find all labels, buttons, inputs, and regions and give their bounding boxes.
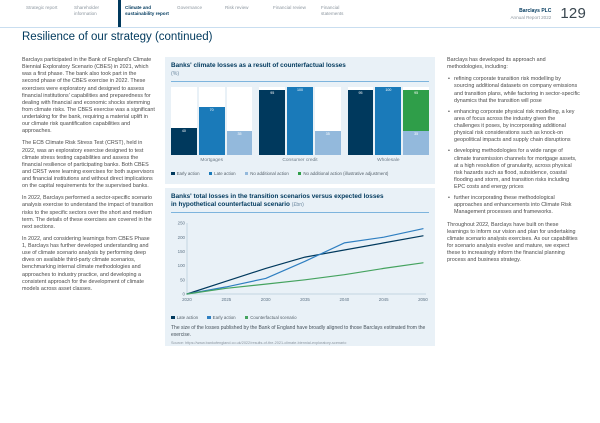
brand-block [510, 8, 551, 20]
bar-chart-panel [165, 57, 435, 184]
y-axis-tick-label: 100 [177, 263, 185, 269]
bar-segment [171, 128, 197, 155]
y-axis-tick-label: 0 [182, 291, 185, 297]
bar-segment [403, 131, 429, 155]
bar-value-label: 95 [414, 91, 419, 96]
bar-chart-title [171, 62, 429, 78]
brand-edition: Annual Report 2022 [510, 14, 552, 20]
legend-label: Early action [176, 171, 200, 176]
tab-strategic-report[interactable] [22, 0, 70, 27]
legend-label: Early action [212, 315, 236, 320]
paragraph: In 2022, and considering learnings from CBES Phase 1, Barclays has further developed understanding and use of climate scenario analysis by performing deep dives on available third-party climate scenarios, benchmarking internal climate methodologies and approaches to industry practice, and developing a consistent approach for the development of climate models across asset classes. [22, 235, 150, 292]
bar-segment [259, 90, 285, 155]
x-axis-tick-label: 2025 [221, 297, 232, 302]
legend-label: No additional action (illustrative adjustment) [303, 171, 389, 176]
bullet-item: • refining corporate transition risk modelling by sourcing additional datasets on company emissions and transition plans, while factoring in sector-specific dynamics that the transition will pose [447, 76, 581, 105]
bullet-item: • enhancing corporate physical risk modelling, a key area of focus across the industry given the challenges it poses, by incorporating additional physical risk considerations such as knock-on geopolitical impacts and supply chain disruptions [447, 109, 581, 145]
tab-financial-statements[interactable] [317, 0, 365, 27]
bar-slot [171, 87, 197, 155]
tab-label: Financial review [273, 5, 306, 10]
bar-slot [348, 87, 374, 155]
tab-label: Strategic report [26, 5, 58, 10]
tab-shareholder-information[interactable] [70, 0, 118, 27]
y-axis-tick-label: 50 [180, 277, 185, 283]
bar-value-label: 95 [270, 91, 275, 96]
x-axis-tick-label: 2020 [182, 297, 192, 302]
legend-item [209, 171, 236, 176]
series-line-early-action [187, 229, 423, 294]
legend-item [171, 315, 198, 320]
paragraph: The ECB Climate Risk Stress Test (CRST), held in 2022, was an exploratory exercise designed to test climate stress testing capabilities and assess the financial resilience of participating banks. Both CBES and CRST were learning exercises for both supervisors and financial institutions and without direct implications on the capital requirements for the supervised banks. [22, 140, 155, 190]
bar-slot [287, 87, 313, 155]
bar-slot [227, 87, 253, 155]
legend-swatch [245, 172, 249, 176]
legend-swatch [171, 316, 175, 320]
line-chart-panel [165, 188, 435, 346]
line-chart-unit: (£bn) [291, 202, 304, 208]
bar-slot [199, 87, 225, 155]
x-axis-tick-label: 2045 [378, 297, 389, 302]
tab-climate-and-sustainability-report[interactable] [118, 0, 173, 27]
legend-swatch [207, 316, 211, 320]
bar-segment [403, 90, 429, 131]
tab-label: Shareholder information [74, 5, 100, 16]
bar-slots [171, 87, 252, 155]
bar-group [348, 87, 429, 167]
legend-swatch [245, 316, 249, 320]
bar-slot [259, 87, 285, 155]
legend-item [171, 171, 200, 176]
bar-slot [315, 87, 341, 155]
tab-label: Climate and sustainability report [125, 5, 169, 16]
bar-category-label: Consumer credit [282, 158, 318, 163]
y-axis-tick-label: 250 [177, 220, 185, 226]
series-line-late-action [187, 236, 423, 294]
legend-item [298, 171, 389, 176]
x-axis-tick-label: 2050 [418, 297, 428, 302]
header-right [510, 0, 586, 27]
bar-chart-plot [171, 87, 429, 167]
bar-segment [227, 131, 253, 155]
legend-label: Late action [176, 315, 199, 320]
line-chart-svg [171, 218, 429, 311]
legend-swatch [171, 172, 175, 176]
left-column [22, 57, 155, 298]
bar-value-label: 35 [237, 132, 242, 137]
paragraph: Barclays participated in the Bank of England's Climate Biennial Exploratory Scenario (CBES) in 2021, which was a first phase. The bank also took part in the second phase of the CBES exercise in 2022. These exercises were exploratory and designed to assess financial institutions' capabilities and preparedness for dealing with financial and economic shocks stemming from climate risks. The CBES exercise was a significant undertaking for the bank, requiring a material uplift in our climate risk quantification capabilities and approaches. [22, 57, 155, 135]
line-chart-caption: The size of the losses published by the Bank of England have broadly aligned to those Barclays estimated from the exercise. [171, 325, 426, 338]
bar-segment [348, 90, 374, 155]
bar-slots [259, 87, 340, 155]
page-number: 129 [560, 5, 586, 22]
tab-financial-review[interactable] [269, 0, 317, 27]
x-axis-tick-label: 2040 [339, 297, 350, 302]
legend-label: Late action [214, 171, 236, 176]
bar-segment [199, 107, 225, 155]
chart-title-rule [171, 81, 429, 82]
bar-value-label: 40 [181, 128, 186, 133]
legend-swatch [298, 172, 302, 176]
bar-slots [348, 87, 429, 155]
tab-label: Financial statements [321, 5, 344, 16]
bar-value-label: 100 [297, 88, 303, 92]
bar-value-label: 70 [209, 108, 214, 113]
bar-group [259, 87, 340, 167]
bar-chart-unit: (%) [171, 71, 180, 77]
legend-swatch [209, 172, 213, 176]
legend-item [245, 315, 297, 320]
x-axis-tick-label: 2035 [300, 297, 310, 302]
paragraph: In 2022, Barclays performed a sector-specific scenario analysis exercise to understand the impact of transition risks to the specific sectors over the short and medium term. The details of these exercises are covered in the next sections. [22, 195, 154, 230]
page-title: Resilience of our strategy (continued) [22, 31, 213, 43]
bar-group [171, 87, 252, 167]
right-column [447, 57, 581, 269]
bar-value-label: 95 [358, 91, 363, 96]
y-axis-tick-label: 150 [177, 249, 185, 254]
paragraph: Throughout 2022, Barclays have built on these learnings to inform our vision and plan for undertaking climate scenario analysis exercises. As our capabilities for scenario analysis evolve and mature, we expect these to increasingly inform the financial planning process and business strategy. [447, 221, 578, 264]
bar-chart-title-text: Banks' climate losses as a result of counterfactual losses [171, 62, 346, 69]
bar-category-label: Mortgages [200, 158, 223, 163]
line-chart-title [171, 193, 429, 209]
section-tabs [22, 0, 365, 27]
bar-segment [375, 87, 401, 155]
bar-slot [375, 87, 401, 155]
bullet-item: • further incorporating these methodological approaches and enhancements into Climate Risk Management processes and frameworks. [447, 195, 581, 216]
y-axis-tick-label: 200 [177, 234, 185, 240]
brand-name: Barclays PLC [519, 7, 552, 14]
series-line-counterfactual-scenario [187, 263, 423, 294]
legend-label: Counterfactual scenario [250, 315, 297, 320]
legend-label: No additional action [250, 171, 289, 176]
line-chart-source: Source: https://www.bankofengland.co.uk/2022/results-of-the-2021-climate-biennial-exploratory-scenario [171, 341, 347, 345]
bar-segment [287, 87, 313, 155]
x-axis-tick-label: 2030 [260, 297, 271, 302]
legend-item [207, 315, 236, 320]
bullet-item: • developing methodologies for a wide range of climate transmission channels for mortgage assets, at a high resolution of granularity, across physical risk hazards such as flood, subsidence, coastal flooding and storm, and transition risks including EPC costs and energy prices [447, 148, 581, 191]
bar-value-label: 35 [414, 132, 419, 137]
paragraph: Barclays has developed its approach and methodologies, including: [447, 57, 546, 71]
bar-segment [315, 131, 341, 155]
legend-item [245, 171, 289, 176]
line-chart-title-line1: Banks' total losses in the transition scenarios versus expected losses [171, 193, 384, 200]
tab-label: Governance [177, 5, 203, 10]
tab-label: Risk review [225, 5, 249, 10]
bar-value-label: 100 [385, 88, 392, 92]
line-chart-legend [171, 315, 429, 320]
bar-category-label: Wholesale [377, 158, 400, 163]
bar-value-label: 35 [325, 132, 330, 137]
tab-risk-review[interactable] [221, 0, 269, 27]
header [0, 0, 600, 28]
tab-governance[interactable] [173, 0, 221, 27]
chart-title-rule [171, 212, 429, 213]
bar-chart-legend [171, 171, 429, 176]
bar-slot [403, 87, 429, 155]
line-chart-title-line2: in hypothetical counterfactual scenario [171, 201, 290, 208]
